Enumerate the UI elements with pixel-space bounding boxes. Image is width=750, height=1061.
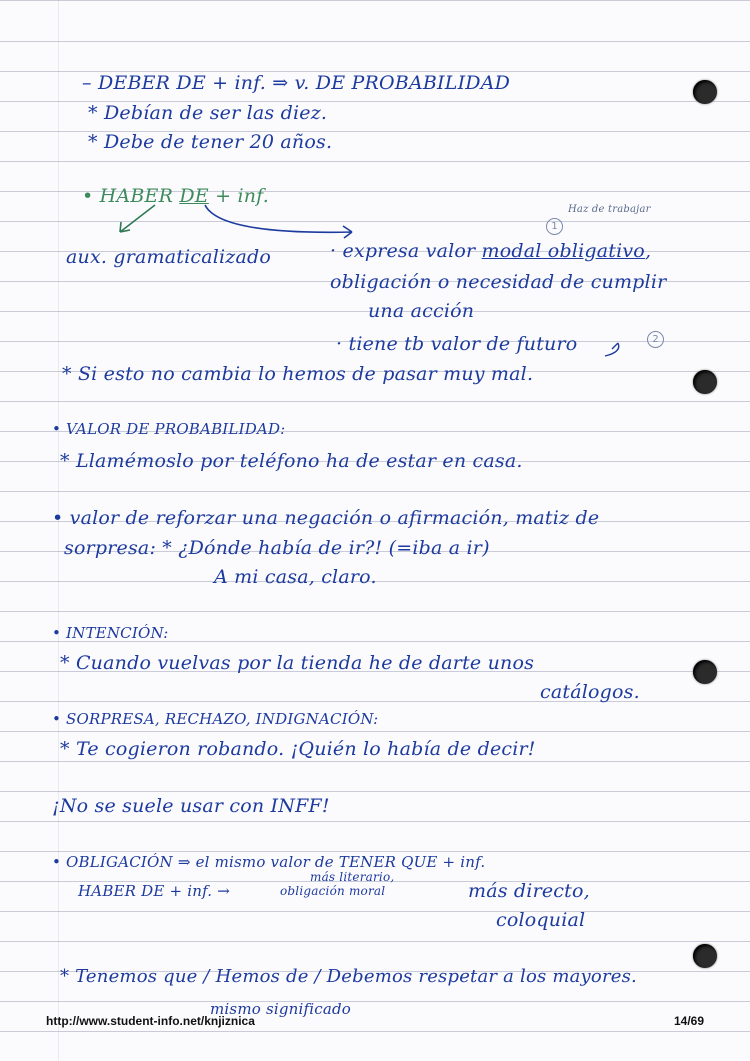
note-mas-directo: más directo,: [468, 880, 590, 902]
circle-number-1: 1: [546, 218, 563, 235]
note-mas-literario: más literario,: [310, 870, 395, 884]
note-deber-de: – DEBER DE + inf. ⇒ v. DE PROBABILIDAD: [82, 72, 511, 94]
note-obligacion-moral: obligación moral: [280, 884, 386, 898]
expresa-part-2: modal obligativo: [481, 240, 645, 262]
arrow-to-circle-2: [605, 343, 619, 356]
example-debe: * Debe de tener 20 años.: [88, 131, 333, 153]
note-sorpresa: sorpresa: * ¿Dónde había de ir?! (=iba a ir): [64, 537, 490, 559]
note-haber-de: HABER DE + inf. →: [78, 882, 231, 900]
note-futuro: · tiene tb valor de futuro: [336, 333, 578, 355]
note-no-inff: ¡No se suele usar con INFF!: [52, 795, 330, 817]
heading-obligacion: • OBLIGACIÓN ⇒ el mismo valor de TENER QUE + inf.: [52, 853, 486, 871]
expresa-part-1: · expresa valor: [330, 240, 482, 262]
haber-heading-part-2: DE: [179, 185, 209, 207]
note-obligacion: obligación o necesidad de cumplir: [330, 271, 667, 293]
expresa-part-3: ,: [644, 240, 652, 262]
example-cambia: * Si esto no cambia lo hemos de pasar muy mal.: [62, 363, 534, 385]
note-aux: aux. gramaticalizado: [66, 246, 272, 268]
note-una-accion: una acción: [368, 300, 475, 322]
example-robando: * Te cogieron robando. ¡Quién lo había de decir!: [60, 738, 536, 760]
note-mi-casa: A mi casa, claro.: [214, 566, 377, 588]
heading-haber-de: [82, 185, 269, 207]
example-llamemos: * Llamémoslo por teléfono ha de estar en casa.: [60, 450, 523, 472]
footer-url: http://www.student-info.net/knjiznica: [46, 1014, 255, 1028]
haber-heading-part-1: • HABER: [82, 185, 180, 207]
arrow-to-aux: [120, 205, 155, 232]
heading-sorpresa: • SORPRESA, RECHAZO, INDIGNACIÓN:: [52, 710, 379, 728]
heading-intencion: • INTENCIÓN:: [52, 624, 169, 642]
example-tienda: * Cuando vuelvas por la tienda he de darte unos: [60, 652, 535, 674]
example-mayores: * Tenemos que / Hemos de / Debemos respetar a los mayores.: [60, 966, 637, 987]
margin-note: Haz de trabajar: [568, 204, 651, 215]
footer-page-number: 14/69: [674, 1014, 705, 1028]
note-mismo-significado: mismo significado: [210, 1000, 352, 1018]
haber-heading-part-3: + inf.: [208, 185, 269, 207]
heading-probabilidad: • VALOR DE PROBABILIDAD:: [52, 420, 286, 438]
note-coloquial: coloquial: [496, 909, 586, 931]
note-expresa: [330, 240, 651, 262]
arrow-to-expresa: [205, 205, 352, 238]
circle-number-2: 2: [647, 331, 664, 348]
example-debian: * Debían de ser las diez.: [88, 102, 328, 124]
note-catalogos: catálogos.: [540, 681, 640, 703]
note-reforzar: • valor de reforzar una negación o afirmación, matiz de: [52, 507, 600, 529]
